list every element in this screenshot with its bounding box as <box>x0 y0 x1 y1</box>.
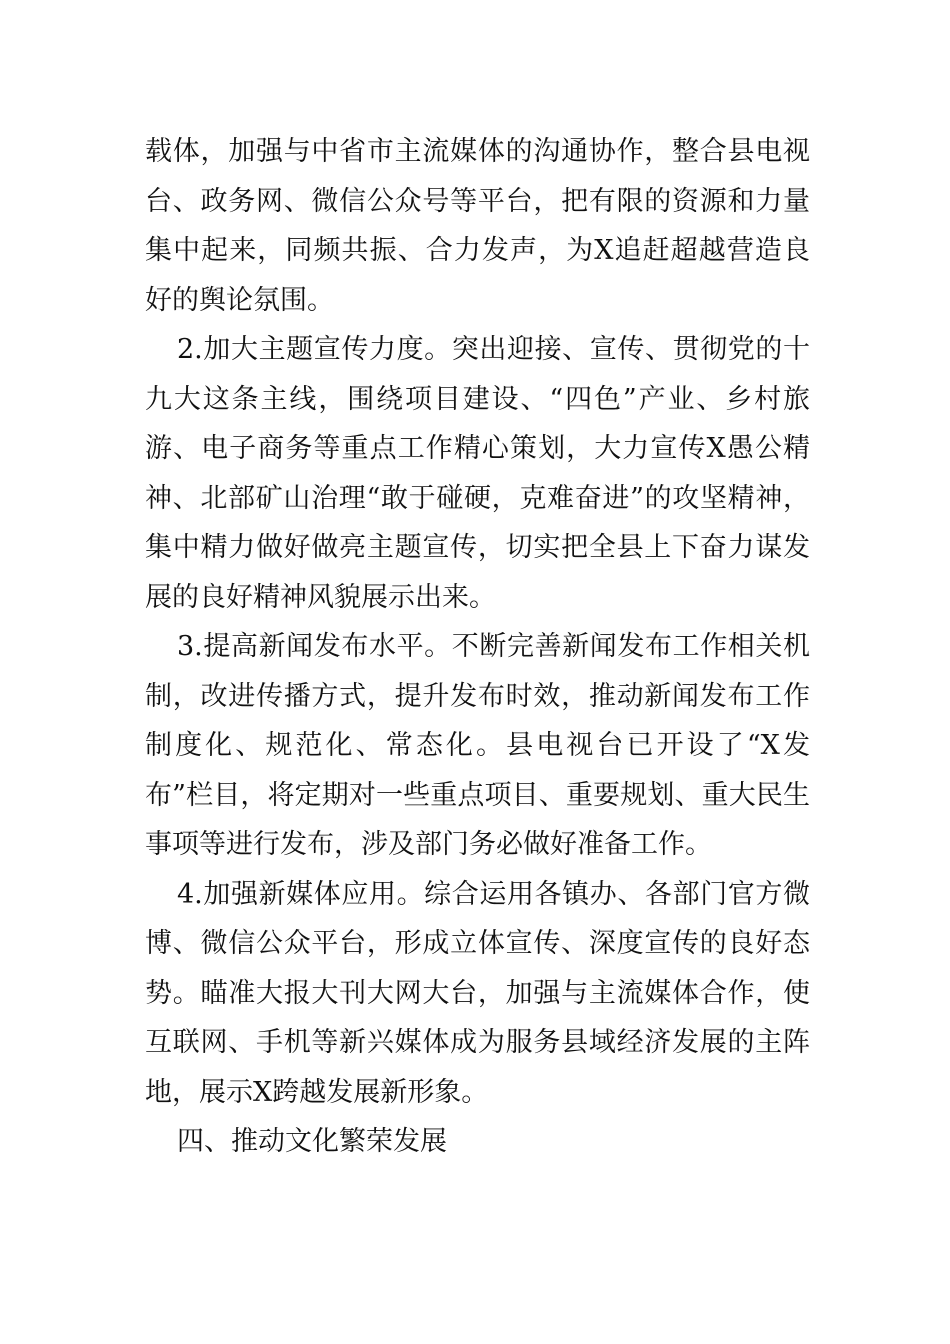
paragraph-news-release: 3.提高新闻发布水平。不断完善新闻发布工作相关机制，改进传播方式，提升发布时效，推动新闻发布工作制度化、规范化、常态化。县电视台已开设了“X发布”栏目，将定期对一些重点项目、重要规划、重大民生事项等进行发布，涉及部门务必做好准备工作。 <box>145 631 810 860</box>
paragraph-new-media: 4.加强新媒体应用。综合运用各镇办、各部门官方微博、微信公众平台，形成立体宣传、深度宣传的良好态势。瞄准大报大刊大网大台，加强与主流媒体合作，使互联网、手机等新兴媒体成为服务县域经济发展的主阵地，展示X跨越发展新形象。 <box>145 878 810 1108</box>
document-body <box>145 127 810 1167</box>
paragraph-media-coordination: 载体，加强与中省市主流媒体的沟通协作，整合县电视台、政务网、微信公众号等平台，把有限的资源和力量集中起来，同频共振、合力发声，为X追赶超越营造良好的舆论氛围。 <box>145 136 810 316</box>
paragraph-theme-publicity: 2.加大主题宣传力度。突出迎接、宣传、贯彻党的十九大这条主线，围绕项目建设、“四色”产业、乡村旅游、电子商务等重点工作精心策划，大力宣传X愚公精神、北部矿山治理“敢于碰硬，克难奋进”的攻坚精神，集中精力做好做亮主题宣传，切实把全县上下奋力谋发展的良好精神风貌展示出来。 <box>145 334 810 613</box>
section-heading-culture: 四、推动文化繁荣发展 <box>177 1126 447 1157</box>
